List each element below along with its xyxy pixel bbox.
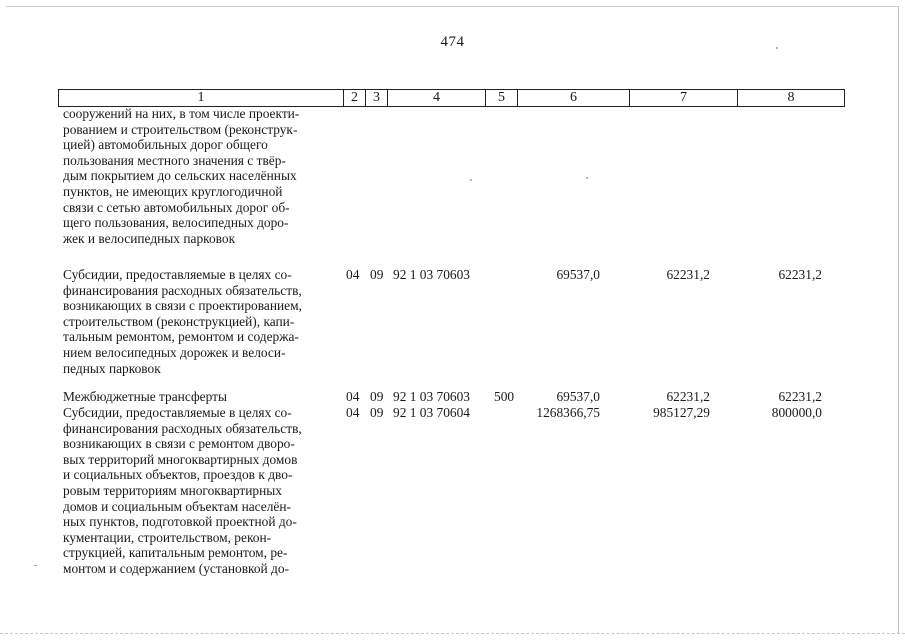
page-bottom-edge — [0, 633, 905, 634]
row-amount-col6: 1268366,75 — [536, 405, 600, 420]
header-col-6: 6 — [517, 90, 629, 106]
scan-speck — [470, 179, 472, 181]
row-section: 04 — [346, 267, 360, 282]
row-amount-col8: 62231,2 — [778, 267, 822, 282]
row-description: Межбюджетные трансферты — [63, 389, 227, 404]
row-amount-col7: 62231,2 — [666, 267, 710, 282]
header-col-5: 5 — [485, 90, 517, 106]
header-col-1: 1 — [197, 90, 205, 105]
row-section: 04 — [346, 405, 360, 420]
scan-speck — [34, 565, 37, 566]
row-target-code: 92 1 03 70604 — [393, 405, 470, 420]
row-subsection: 09 — [370, 405, 384, 420]
row-amount-col8: 800000,0 — [771, 405, 822, 420]
header-col-8: 8 — [737, 90, 844, 106]
row-description: сооружений на них, в том числе проекти- рованием и строительством (реконструк- цией) автомобильных дорог общего пользования местного значения с твёр- дым покрытием до сельских населённых пунктов, не имеющих круглогодичной связи с сетью автомобильных дорог об- щего пользования, велосипедных доро- жек и велосипедных парковок — [63, 106, 300, 246]
row-target-code: 92 1 03 70603 — [393, 389, 470, 404]
header-col-2: 2 — [343, 90, 365, 106]
row-expense-type: 500 — [494, 389, 515, 404]
row-amount-col8: 62231,2 — [778, 389, 822, 404]
row-subsection: 09 — [370, 267, 384, 282]
header-col-3: 3 — [365, 90, 387, 106]
scan-speck — [586, 177, 588, 179]
row-description: Субсидии, предоставляемые в целях со- финансирования расходных обязательств, возникающих в связи с проектированием, строительством (реконструкцией), капи- тальным ремонтом, ремонтом и содержа- нием велосипедных дорожек и велоси- педных парковок — [63, 267, 302, 376]
row-description: Субсидии, предоставляемые в целях со- финансирования расходных обязательств, возникающих в связи с ремонтом дворо- вых территорий многоквартирных домов и социальных объектов, проездов к дво- ровым территориям многоквартирных домов и социальным объектам населён- ных пунктов, подготовкой проектной до- кументации, строительством, рекон- струкцией, капитальным ремонтом, ре- монтом и содержанием (установкой до- — [63, 405, 302, 576]
table-header — [58, 89, 845, 107]
row-section: 04 — [346, 389, 360, 404]
header-col-4: 4 — [387, 90, 485, 106]
header-col-7: 7 — [629, 90, 737, 106]
row-target-code: 92 1 03 70603 — [393, 267, 470, 282]
row-amount-col6: 69537,0 — [556, 267, 600, 282]
row-amount-col6: 69537,0 — [556, 389, 600, 404]
page-number: 474 — [440, 34, 465, 50]
row-amount-col7: 985127,29 — [653, 405, 710, 420]
row-amount-col7: 62231,2 — [666, 389, 710, 404]
scan-speck — [776, 47, 778, 49]
row-subsection: 09 — [370, 389, 384, 404]
